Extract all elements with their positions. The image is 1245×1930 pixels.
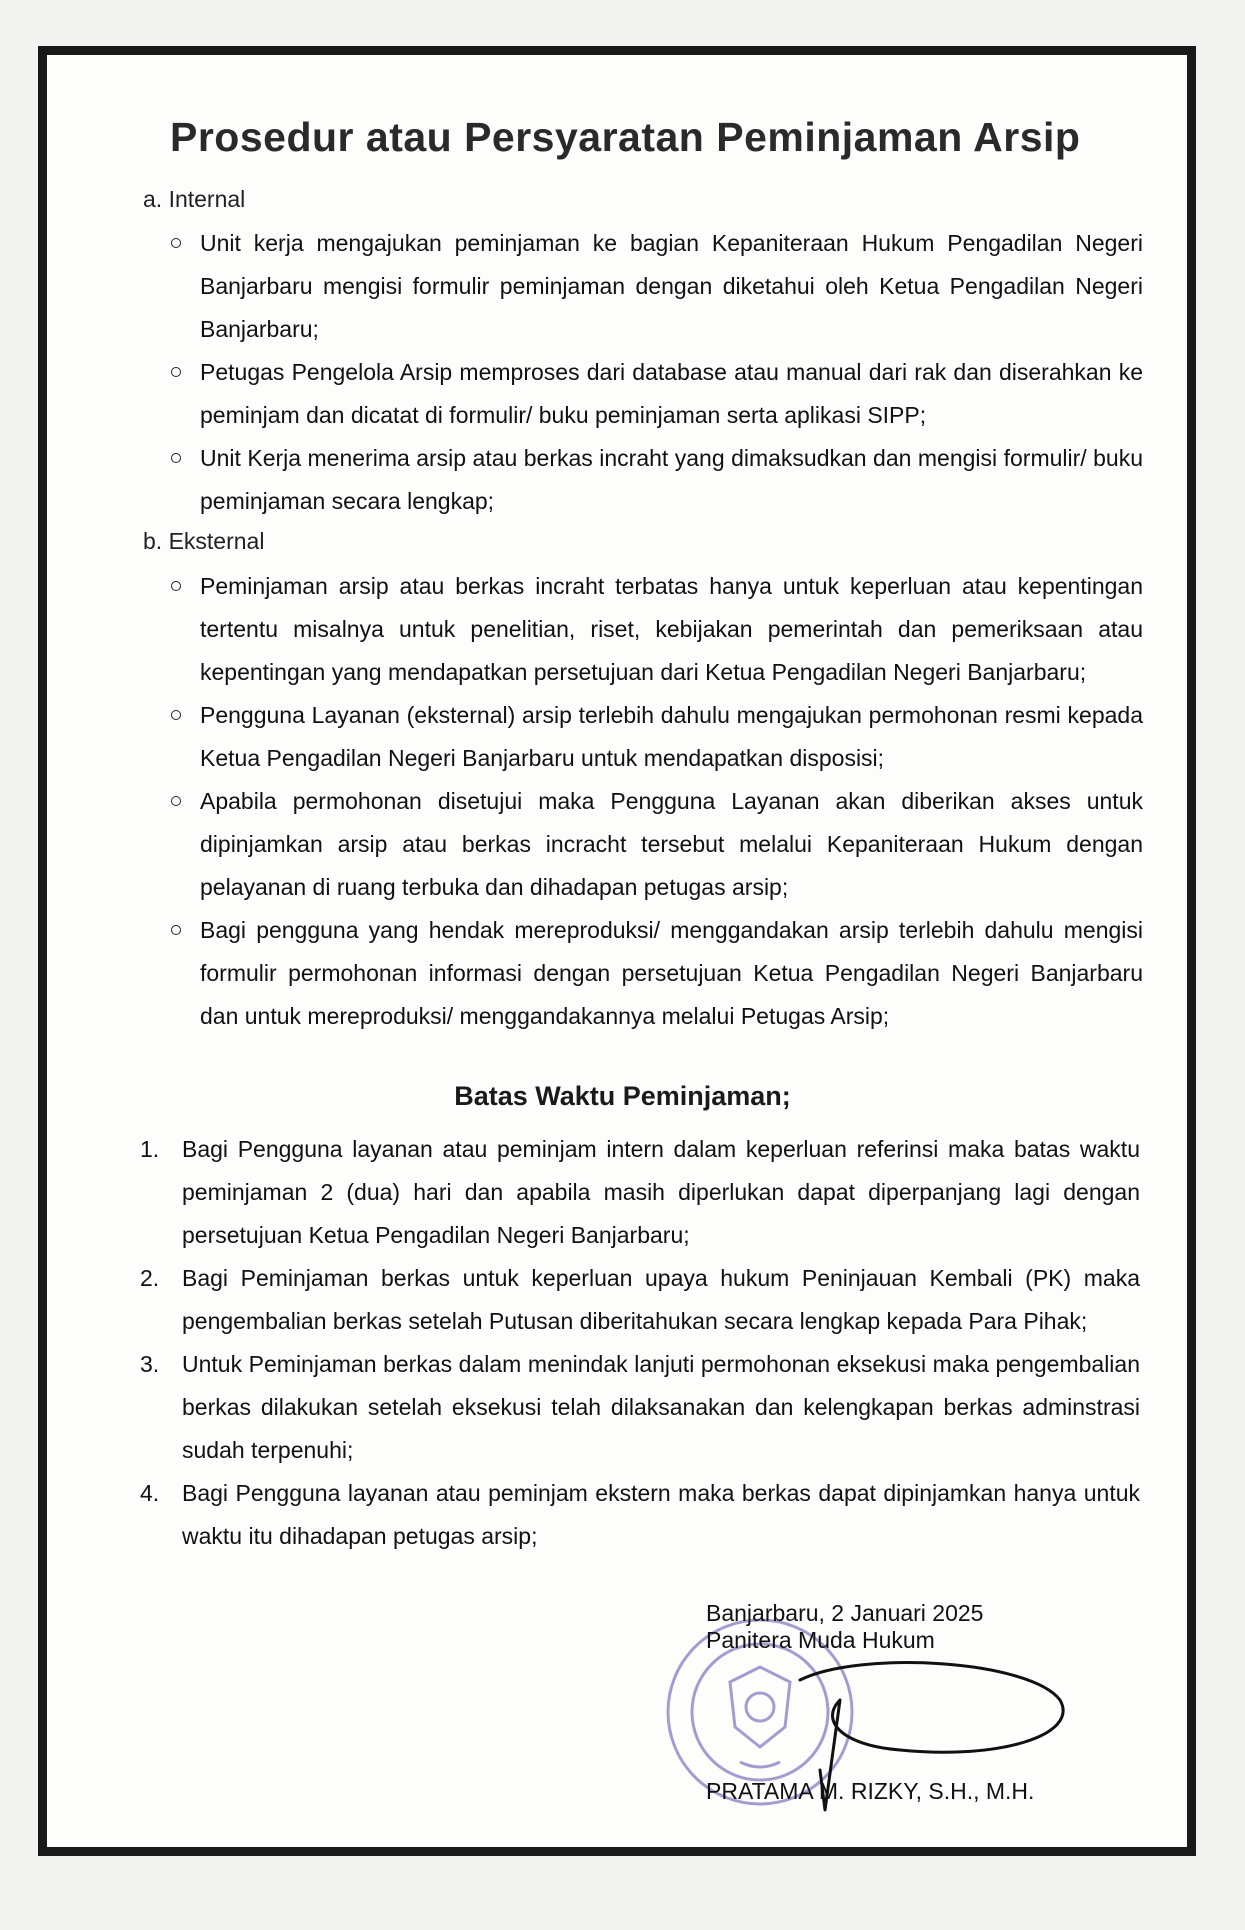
list-item: Apabila permohonan disetujui maka Pengguna Layanan akan diberikan akses untuk dipinjamkan arsip atau berkas incracht tersebut melalui Kepaniteraan Hukum dengan pelayanan di ruang terbuka dan dihadapan petugas arsip; bbox=[163, 780, 1143, 909]
section-internal-label: a. Internal bbox=[143, 186, 246, 212]
list-item: 2. Bagi Peminjaman berkas untuk keperluan upaya hukum Peninjauan Kembali (PK) maka pengembalian berkas setelah Putusan diberitahukan secara lengkap kepada Para Pihak; bbox=[140, 1265, 1140, 1334]
document-title: Prosedur atau Persyaratan Peminjaman Arsip bbox=[170, 114, 1081, 160]
section-external-label: b. Eksternal bbox=[143, 528, 265, 554]
bullet-circle-icon bbox=[171, 925, 181, 935]
list-item: Petugas Pengelola Arsip memproses dari database atau manual dari rak dan diserahkan ke peminjam dan dicatat di formulir/ buku peminjaman serta aplikasi SIPP; bbox=[163, 351, 1143, 437]
signatory-name: PRATAMA M. RIZKY, S.H., M.H. bbox=[706, 1778, 1035, 1804]
list-item: 3. Untuk Peminjaman berkas dalam menindak lanjuti permohonan eksekusi maka pengembalian berkas dilakukan setelah eksekusi telah dilaksanakan dan kelengkapan berkas adminstrasi sudah terpenuhi; bbox=[140, 1351, 1140, 1463]
list-item: 1. Bagi Pengguna layanan atau peminjam intern dalam keperluan referinsi maka batas waktu peminjaman 2 (dua) hari dan apabila masih diperlukan dapat diperpanjang lagi dengan persetujuan Ketua Pengadilan Negeri Banjarbaru; bbox=[140, 1136, 1140, 1248]
signatory-position: Panitera Muda Hukum bbox=[706, 1627, 935, 1653]
list-item: 4. Bagi Pengguna layanan atau peminjam ekstern maka berkas dapat dipinjamkan hanya untuk waktu itu dihadapan petugas arsip; bbox=[140, 1480, 1140, 1549]
bullet-circle-icon bbox=[171, 453, 181, 463]
internal-procedure-list bbox=[163, 222, 1143, 523]
signature-block bbox=[706, 1600, 983, 1654]
time-limit-list bbox=[140, 1128, 1140, 1558]
external-procedure-list bbox=[163, 565, 1143, 1038]
list-item: Pengguna Layanan (eksternal) arsip terlebih dahulu mengajukan permohonan resmi kepada Ketua Pengadilan Negeri Banjarbaru untuk mendapatkan disposisi; bbox=[163, 694, 1143, 780]
list-item: Unit kerja mengajukan peminjaman ke bagian Kepaniteraan Hukum Pengadilan Negeri Banjarbaru mengisi formulir peminjaman dengan diketahui oleh Ketua Pengadilan Negeri Banjarbaru; bbox=[163, 222, 1143, 351]
place-date: Banjarbaru, 2 Januari 2025 bbox=[706, 1600, 984, 1626]
list-item: Bagi pengguna yang hendak mereproduksi/ menggandakan arsip terlebih dahulu mengisi formulir permohonan informasi dengan persetujuan Ketua Pengadilan Negeri Banjarbaru dan untuk mereproduksi/ menggandakannya melalui Petugas Arsip; bbox=[163, 909, 1143, 1038]
bullet-circle-icon bbox=[171, 796, 181, 806]
bullet-circle-icon bbox=[171, 367, 181, 377]
time-limit-heading: Batas Waktu Peminjaman; bbox=[454, 1081, 791, 1111]
bullet-circle-icon bbox=[171, 238, 181, 248]
list-item: Unit Kerja menerima arsip atau berkas incraht yang dimaksudkan dan mengisi formulir/ buku peminjaman secara lengkap; bbox=[163, 437, 1143, 523]
list-item: Peminjaman arsip atau berkas incraht terbatas hanya untuk keperluan atau kepentingan tertentu misalnya untuk penelitian, riset, kebijakan pemerintah dan pemeriksaan atau kepentingan yang mendapatkan persetujuan dari Ketua Pengadilan Negeri Banjarbaru; bbox=[163, 565, 1143, 694]
bullet-circle-icon bbox=[171, 581, 181, 591]
bullet-circle-icon bbox=[171, 710, 181, 720]
